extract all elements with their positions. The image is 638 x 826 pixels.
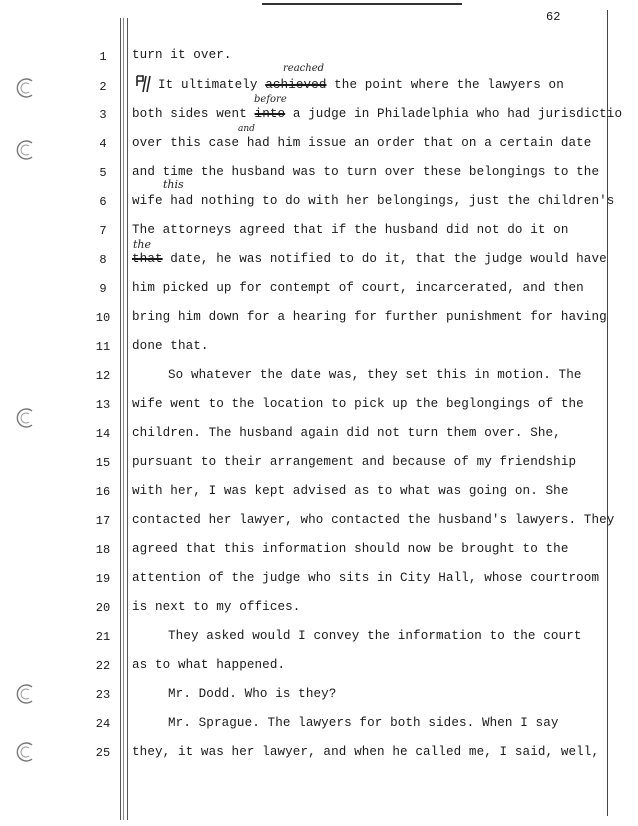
transcript-line: over this case had him issue an order that on a certain date xyxy=(132,136,592,150)
line-text-after: a judge in Philadelphia who had jurisdictio xyxy=(285,107,623,121)
line-number: 19 xyxy=(95,572,111,586)
transcript-line: contacted her lawyer, who contacted the husband's lawyers. They xyxy=(132,513,615,527)
line-number: 24 xyxy=(95,717,111,731)
transcript-line: Mr. Sprague. The lawyers for both sides. When I say xyxy=(168,716,559,730)
left-margin-rule-inner xyxy=(123,18,124,820)
struck-word: that xyxy=(132,252,163,266)
transcript-line: They asked would I convey the information to the court xyxy=(168,629,582,643)
line-number: 11 xyxy=(95,340,111,354)
line-number: 7 xyxy=(99,224,107,238)
transcript-line: pursuant to their arrangement and because of my friendship xyxy=(132,455,577,469)
transcript-line xyxy=(132,107,622,121)
binder-hole-icon xyxy=(14,138,38,162)
line-number: 22 xyxy=(95,659,111,673)
line-number: 21 xyxy=(95,630,111,644)
right-margin-rule xyxy=(607,10,608,816)
line-text-after: date, he was notified to do it, that the judge would have xyxy=(162,252,607,266)
transcript-line: him picked up for contempt of court, incarcerated, and then xyxy=(132,281,584,295)
page-number: 62 xyxy=(546,10,561,24)
handwritten-insertion: and xyxy=(238,124,255,134)
transcript-line: is next to my offices. xyxy=(132,600,301,614)
struck-word: achieved xyxy=(265,78,327,92)
transcript-line: turn it over. xyxy=(132,48,232,62)
transcript-line: Mr. Dodd. Who is they? xyxy=(168,687,337,701)
binder-hole-icon xyxy=(14,682,38,706)
line-number: 6 xyxy=(99,195,107,209)
line-text-after: the point where the lawyers on xyxy=(326,78,564,92)
line-number: 4 xyxy=(99,137,107,151)
line-text-before: both sides went xyxy=(132,107,255,121)
line-number: 2 xyxy=(99,80,107,94)
binder-hole-icon xyxy=(14,740,38,764)
handwritten-insertion: this xyxy=(163,178,184,191)
line-number: 3 xyxy=(99,108,107,122)
struck-word: into xyxy=(254,107,286,121)
transcript-line: children. The husband again did not turn them over. She, xyxy=(132,426,561,440)
transcript-line: and time the husband was to turn over these belongings to the xyxy=(132,165,600,179)
line-text-before: It ultimately xyxy=(158,78,266,92)
binder-hole-icon xyxy=(14,76,38,100)
binder-hole-icon xyxy=(14,406,38,430)
transcript-line: as to what happened. xyxy=(132,658,286,672)
transcript-line: they, it was her lawyer, and when he called me, I said, well, xyxy=(132,745,600,759)
handwritten-insertion: before xyxy=(254,94,287,105)
handwritten-insertion: the xyxy=(133,238,152,251)
line-number: 14 xyxy=(95,427,111,441)
transcript-line: wife had nothing to do with her belongings, just the children's xyxy=(132,194,615,208)
transcript-line: So whatever the date was, they set this in motion. The xyxy=(168,368,582,382)
line-number: 8 xyxy=(99,253,107,267)
transcript-line: wife went to the location to pick up the beglongings of the xyxy=(132,397,584,411)
line-number: 25 xyxy=(95,746,111,760)
transcript-line: bring him down for a hearing for further punishment for having xyxy=(132,310,607,324)
line-number: 12 xyxy=(95,369,111,383)
line-number: 13 xyxy=(95,398,111,412)
transcript-line: agreed that this information should now be brought to the xyxy=(132,542,569,556)
handwritten-insertion: reached xyxy=(283,63,325,74)
line-number: 10 xyxy=(95,311,111,325)
line-number: 9 xyxy=(99,282,107,296)
line-number: 16 xyxy=(95,485,111,499)
line-number: 15 xyxy=(95,456,111,470)
transcript-line: done that. xyxy=(132,339,209,353)
top-edge-mark xyxy=(262,0,462,5)
transcript-line: attention of the judge who sits in City Hall, whose courtroom xyxy=(132,571,600,585)
line-number: 18 xyxy=(95,543,111,557)
left-margin-rule xyxy=(120,18,128,820)
line-number: 1 xyxy=(99,50,107,64)
paragraph-mark-icon xyxy=(134,74,158,98)
transcript-line xyxy=(132,252,607,266)
line-number: 17 xyxy=(95,514,111,528)
transcript-line: The attorneys agreed that if the husband did not do it on xyxy=(132,223,569,237)
transcript-line: with her, I was kept advised as to what was going on. She xyxy=(132,484,569,498)
line-number: 23 xyxy=(95,688,111,702)
line-number: 20 xyxy=(95,601,111,615)
line-number: 5 xyxy=(99,166,107,180)
transcript-line xyxy=(132,78,564,92)
